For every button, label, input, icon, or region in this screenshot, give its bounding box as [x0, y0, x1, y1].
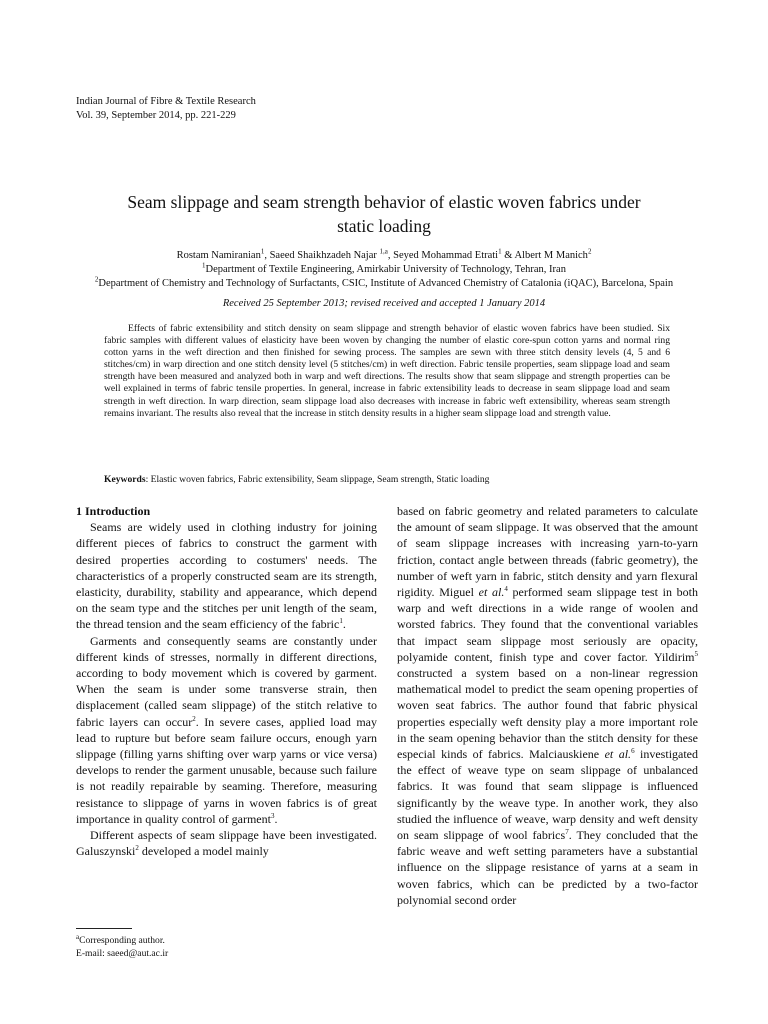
journal-name: Indian Journal of Fibre & Textile Research [76, 96, 256, 107]
author-1: Rostam Namiranian [176, 250, 261, 261]
intro-p1-text: Seams are widely used in clothing industry for joining different pieces of fabrics to construct the garment with desired properties according to costumers' needs. The characteristics of a properly constructed seam are its strength, elasticity, durability, stability and appearance, which depend on the seam type and the stitches per unit length of the seam, the thread tension and the seam efficiency of the fabric [76, 520, 377, 632]
right-text-2: performed seam slippage test in both warp and weft directions in a wide range of woolen and worsted fabrics. They found that the conventional variables that impact seam slippage most seriously are opacity, polyamide content, finish type and cover factor. Yildirim [397, 585, 698, 664]
affiliation-1-number: 1 [202, 261, 206, 270]
citation-2: 2 [192, 714, 196, 723]
author-4: & Albert M Manich [501, 250, 588, 261]
affiliation-2 [40, 277, 728, 291]
author-3: , Seyed Mohammad Etrati [387, 250, 499, 261]
affiliation-1-text: Department of Textile Engineering, Amirkabir University of Technology, Tehran, Iran [205, 264, 566, 275]
citation-7: 7 [565, 828, 569, 837]
keywords [104, 474, 670, 486]
section-heading-introduction: 1 Introduction [76, 504, 151, 518]
footnote-corresponding [76, 934, 168, 947]
journal-volume: Vol. 39, September 2014, pp. 221-229 [76, 110, 236, 121]
footnote-corresponding-text: Corresponding author. [79, 935, 165, 946]
intro-p1-end: . [342, 617, 346, 632]
author-3-affil: 1 [498, 247, 502, 256]
intro-paragraph-2 [76, 633, 377, 827]
right-text-3: constructed a system based on a non-linear regression mathematical model to predict the seam opening properties of woven seat fabrics. The author found that fabric physical properties especially weft density play a more important role in the seam opening behavior than the stitch density for these especial kinds of fabrics. Malciauskiene [397, 666, 698, 762]
citation-3: 3 [270, 811, 275, 820]
citation-5: 5 [694, 649, 698, 658]
intro-p3-text: Different aspects of seam slippage have been investigated. Galuszynski [76, 828, 377, 859]
affiliation-1 [40, 263, 728, 277]
journal-header [76, 95, 256, 123]
citation-4: 4 [504, 585, 508, 594]
left-column [76, 503, 377, 859]
citation-1: 1 [339, 617, 343, 626]
author-4-affil: 2 [587, 247, 592, 256]
keywords-label: Keywords [104, 474, 146, 485]
footnote [76, 934, 168, 960]
author-list [40, 249, 728, 263]
author-1-affil: 1 [260, 247, 265, 256]
citation-6: 6 [631, 747, 635, 756]
footnote-marker: a [76, 932, 80, 941]
received-dates: Received 25 September 2013; revised received and accepted 1 January 2014 [222, 298, 546, 309]
et-al-1: et al. [478, 585, 505, 600]
title-line-2: static loading [337, 216, 431, 236]
affiliation-2-number: 2 [94, 275, 99, 284]
intro-p2-text-b: . In severe cases, applied load may lead to rupture but before seam failure occurs, enough yarn slippage (filling yarns shifting over warp yarns or vice versa) develops to render the garment unusable, because such failure is not readily repairable by seaming. Therefore, measuring resistance to slippage of yarns in woven fabrics is of great importance in quality control of garment [76, 714, 377, 826]
intro-p2-text: Garments and consequently seams are constantly under different kinds of stresses, normally in different directions, according to body movement which is covered by garment. When the seam is under some transverse strain, then displacement (called seam slippage) of the stitch relative to fabric layers can occur [76, 633, 377, 729]
footnote-divider [76, 928, 132, 929]
right-text-1: based on fabric geometry and related parameters to calculate the amount of seam slippage. It was observed that the amount of seam slippage increases with increasing yarn-to-yarn friction, contact angle between threads (fabric geometry), the number of weft yarn in fabric, stitch density and yarn flexural rigidity. Miguel [397, 504, 698, 600]
keywords-text: : Elastic woven fabrics, Fabric extensibility, Seam slippage, Seam strength, Static loading [145, 474, 490, 485]
intro-p3-text-b: developed a model mainly [138, 844, 269, 859]
intro-paragraph-3 [76, 827, 377, 859]
intro-paragraph-1 [76, 519, 377, 632]
title-line-1: Seam slippage and seam strength behavior of elastic woven fabrics under [127, 192, 641, 212]
footnote-email: E-mail: saeed@aut.ac.ir [76, 948, 169, 959]
right-paragraph [397, 503, 698, 908]
right-column [397, 503, 698, 908]
right-text-4: investigated the effect of weave type on seam slippage of unbalanced fabrics. It was found that seam slippage is influenced significantly by the weave type. In another work, they also studied the influence of weave, warp density and weft density on seam slippage of wool fabrics [397, 747, 699, 843]
intro-p2-end: . [274, 811, 278, 826]
author-2-affil: 1,a [379, 247, 388, 256]
et-al-2: et al. [604, 747, 632, 762]
affiliation-2-text: Department of Chemistry and Technology of Surfactants, CSIC, Institute of Advanced Chemistry of Catalonia (iQAC), Barcelona, Spain [98, 278, 674, 289]
citation-2b: 2 [135, 844, 139, 853]
abstract: Effects of fabric extensibility and stitch density on seam slippage and strength behavior of elastic woven fabrics have been studied. Six fabric samples with different values of elasticity have been woven by changing the number of elastic core-spun cotton yarns and normal ring cotton yarns in the weft direction and then finished for sewing process. The samples are sewn with three stitch density levels (4, 5 and 6 stitches/cm) in warp direction and one stitch density level (5 stitches/cm) in weft direction. Fabric tensile properties, seam slippage load and seam strength have been measured and analyzed both in warp and weft directions. The results show that seam slippage and strength properties can be well explained in terms of fabric tensile properties. In general, increase in fabric extensibility leads to decrease in seam slippage load and seam strength in weft direction. In warp direction, seam slippage load also decreases with increase in fabric weft extensibility, whereas seam strength remains invariant. The results also reveal that the increase in stitch density results in a higher seam slippage load and strength value. [104, 323, 670, 419]
right-text-5: . They concluded that the fabric weave and weft setting parameters have a substantial influence on the slippage resistance of yarns at a seam in woven fabrics, which can be predicted by a two-factor polynomial second order [397, 828, 699, 907]
paper-title [100, 190, 668, 238]
author-2: , Saeed Shaikhzadeh Najar [264, 250, 380, 261]
